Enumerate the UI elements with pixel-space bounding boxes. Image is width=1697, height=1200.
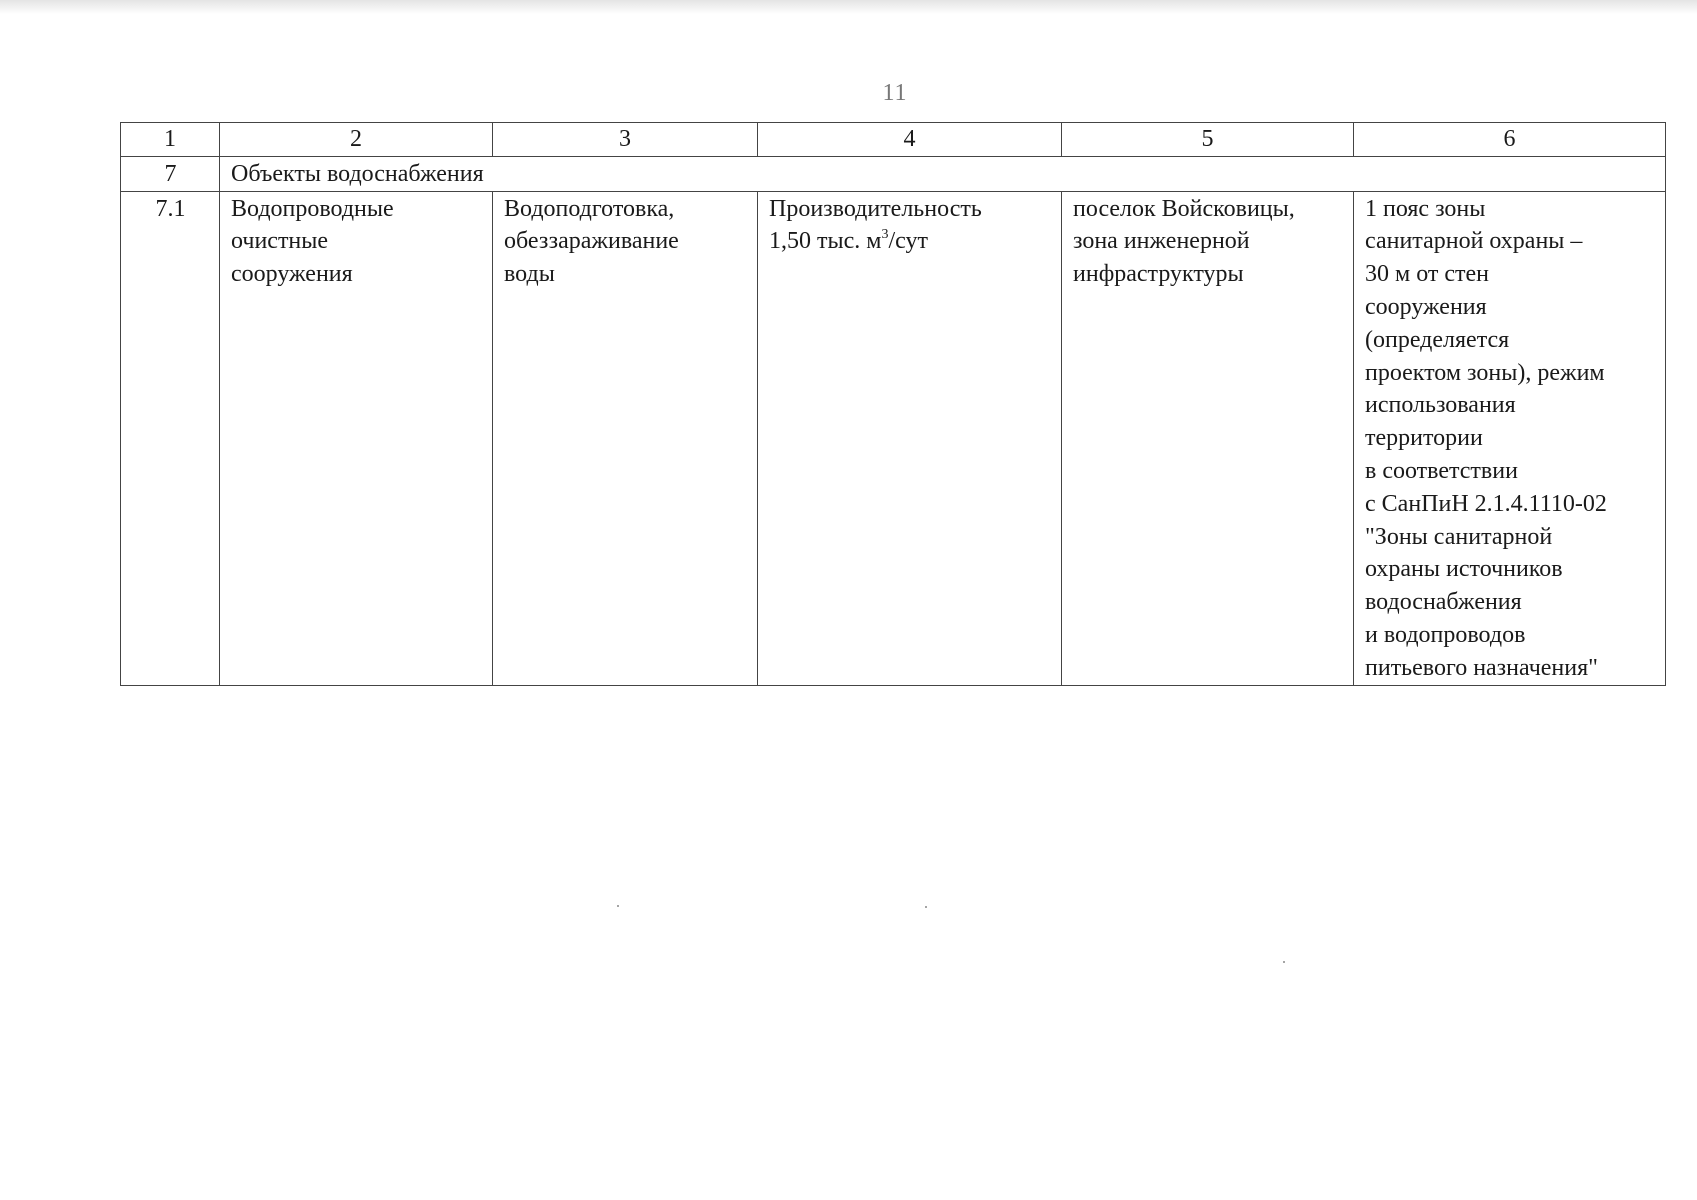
section-row	[121, 156, 1666, 191]
sanitary-zone: 1 пояс зоны санитарной охраны – 30 м от стен сооружения (определяется проектом зоны), режим использования территории в соответствии с СанПиН 2.1.4.1110-02 "Зоны санитарной охраны источников водоснабжения и водопроводов питьевого назначения"	[1354, 191, 1666, 685]
scan-speck	[617, 905, 619, 907]
column-number-cell: 1	[121, 123, 220, 157]
scan-speck	[1283, 961, 1285, 963]
column-number-cell: 2	[220, 123, 493, 157]
column-number-row	[121, 123, 1666, 157]
row-number: 7.1	[121, 191, 220, 685]
column-number-cell: 5	[1062, 123, 1354, 157]
section-title: Объекты водоснабжения	[220, 156, 1666, 191]
capacity-unit-suffix: /сут	[888, 228, 928, 255]
facilities-table	[120, 122, 1666, 686]
column-number-cell: 3	[493, 123, 758, 157]
column-number-cell: 6	[1354, 123, 1666, 157]
scan-speck	[925, 906, 927, 908]
facility-capacity	[758, 191, 1062, 685]
page-number: 11	[882, 80, 908, 106]
scan-top-edge	[0, 0, 1697, 14]
capacity-text: Производительность 1,50 тыс. м	[769, 195, 982, 255]
facility-name: Водопроводные очистные сооружения	[220, 191, 493, 685]
capacity-unit-superscript: 3	[881, 227, 889, 243]
column-number-cell: 4	[758, 123, 1062, 157]
facility-location: поселок Войсковицы, зона инженерной инфраструктуры	[1062, 191, 1354, 685]
section-number: 7	[121, 156, 220, 191]
table-row	[121, 191, 1666, 685]
facility-purpose: Водоподготовка, обеззараживание воды	[493, 191, 758, 685]
